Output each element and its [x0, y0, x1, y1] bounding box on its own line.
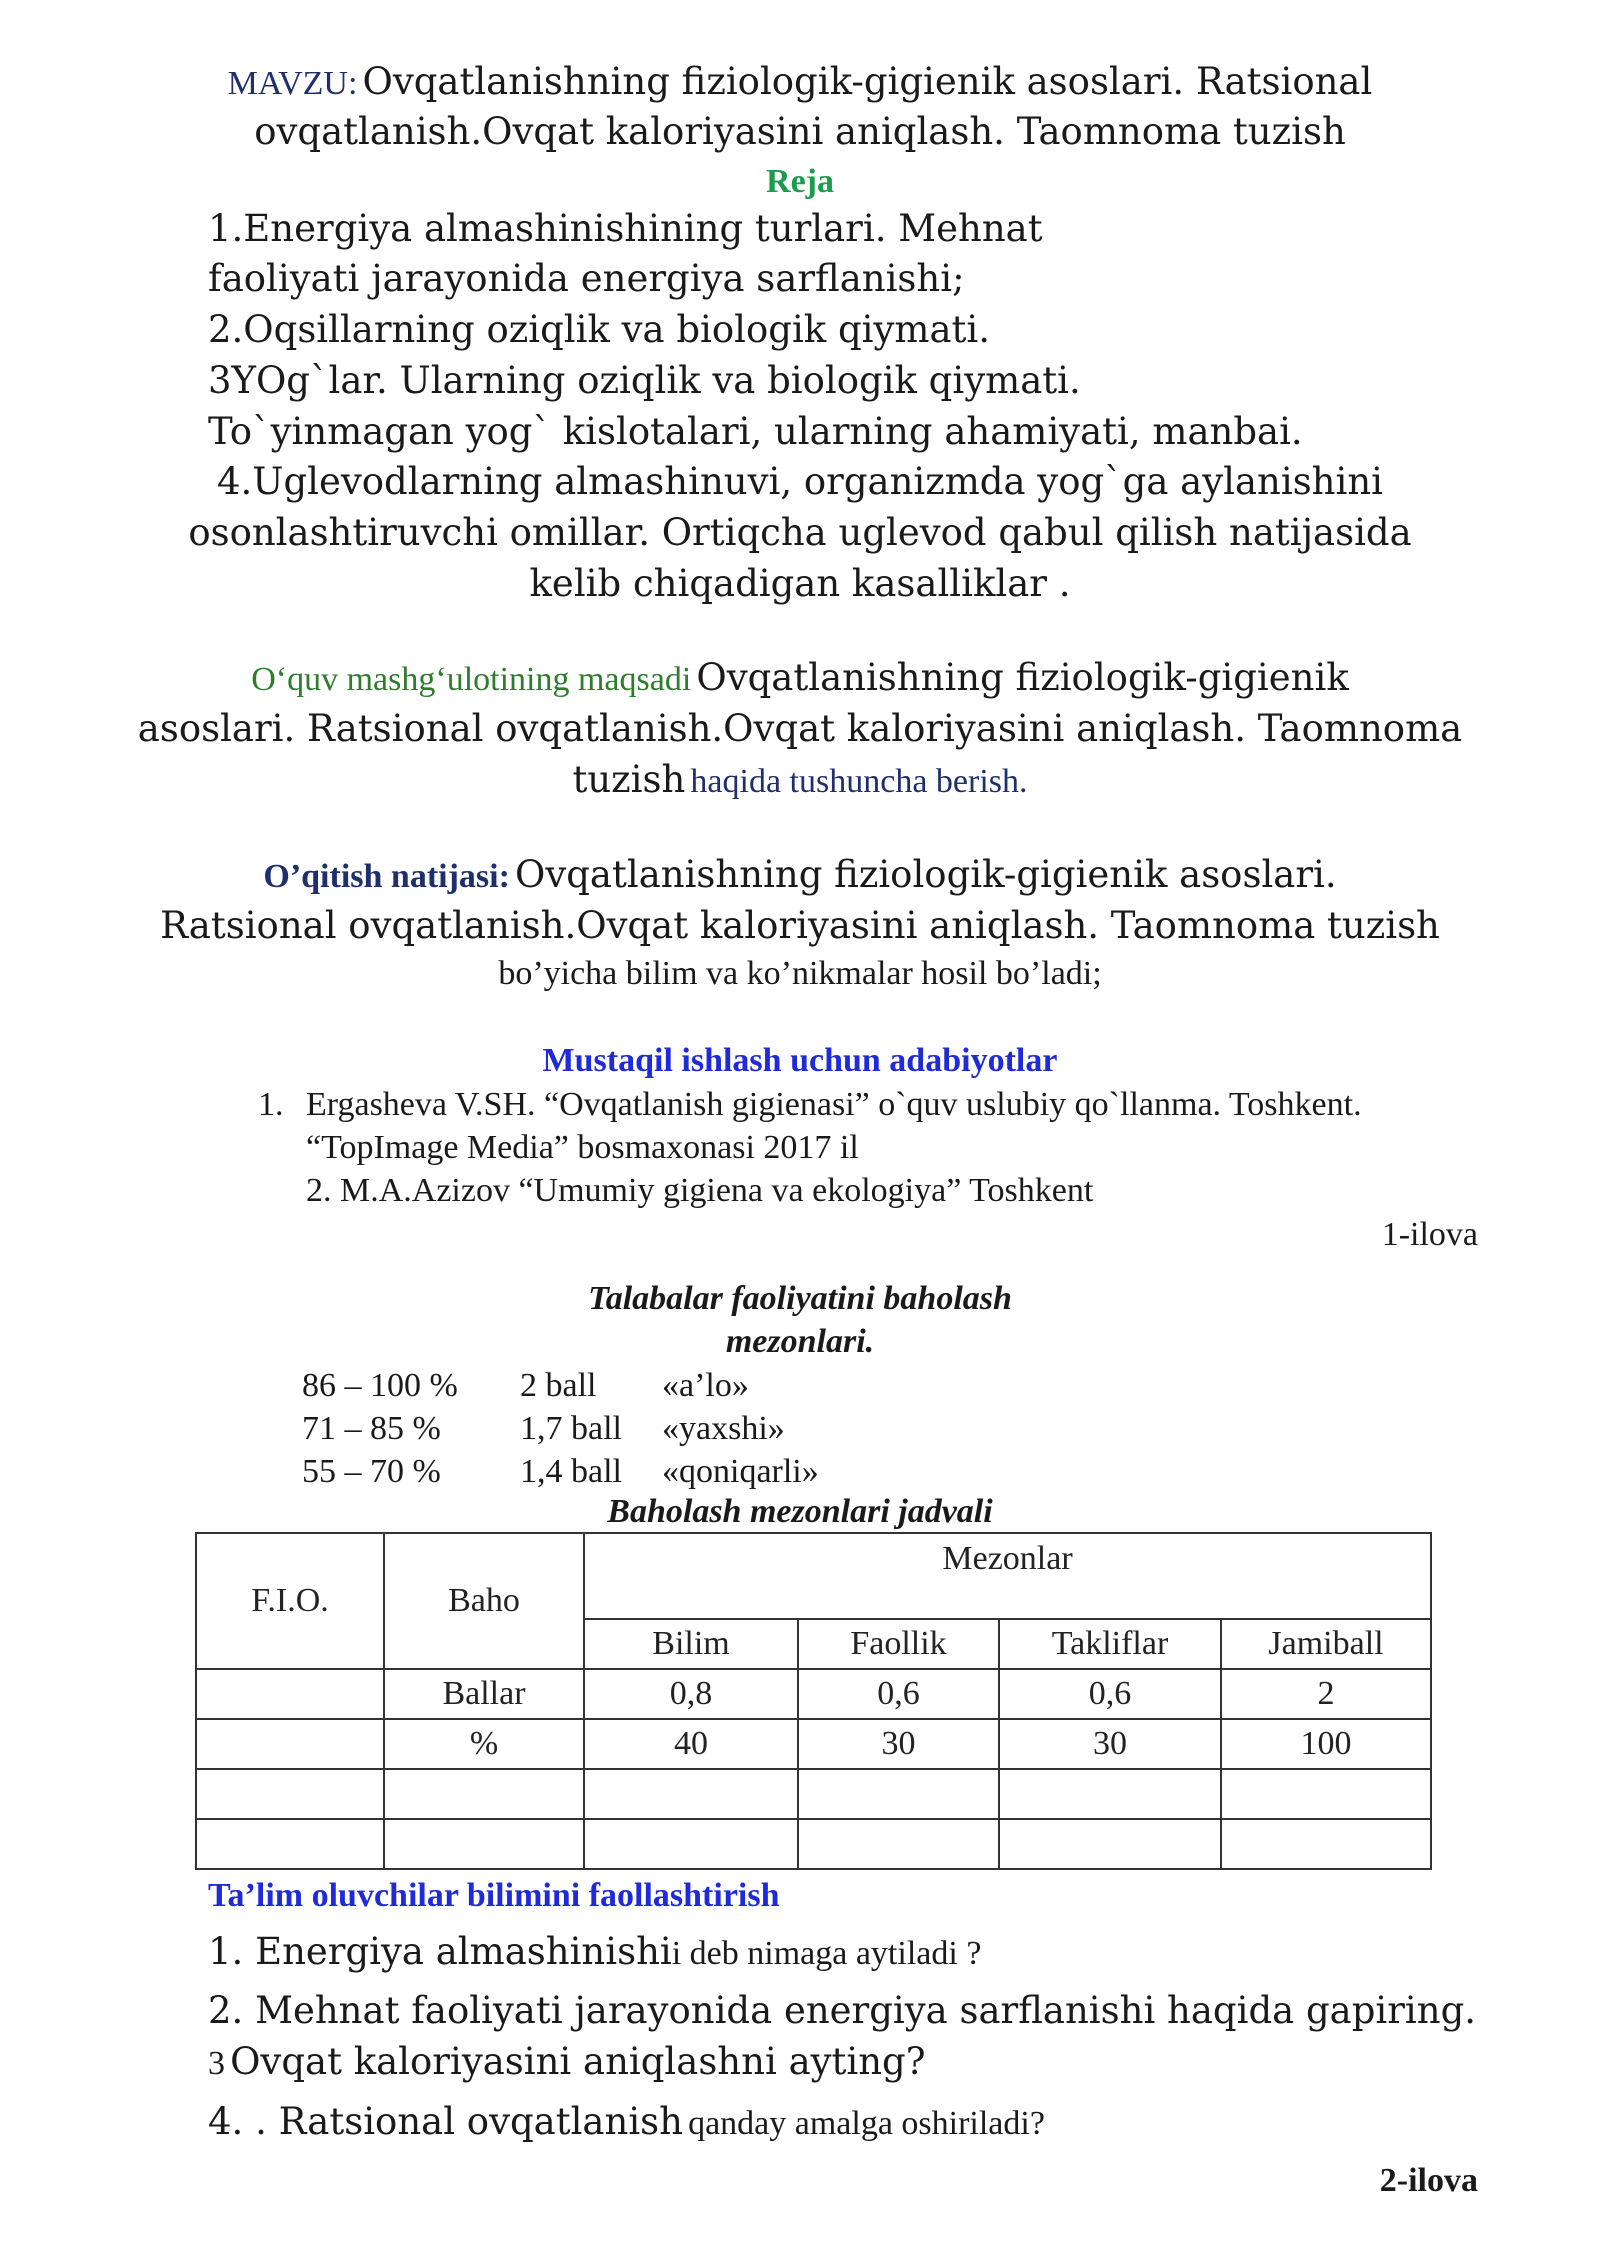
- table-cell: [1221, 1819, 1431, 1869]
- table-cell: [1221, 1769, 1431, 1819]
- table-row-percent: [196, 1719, 1431, 1769]
- table-row-empty: [196, 1819, 1431, 1869]
- topic-line-1: [0, 60, 1600, 103]
- plan-line-8: kelib chiqadigan kasalliklar .: [529, 562, 1071, 605]
- literature-item-1-line-1: Ergasheva V.SH. “Ovqatlanish gigienasi” o`quv uslubiy qo`llanma. Toshkent.: [306, 1086, 1362, 1123]
- activation-title: Ta’lim oluvchilar bilimini faollashtirish: [208, 1877, 780, 1914]
- outcome-line-3: bo’yicha bilim va ko’nikmalar hosil bo’ladi;: [498, 955, 1102, 992]
- criteria-ball-1: 2 ball: [520, 1367, 597, 1404]
- criteria-ball-3: 1,4 ball: [520, 1453, 622, 1490]
- goal-line-1: [0, 656, 1600, 699]
- question-4-main: 4. . Ratsional ovqatlanish: [208, 2100, 683, 2143]
- question-2: 2. Mehnat faoliyati jarayonida energiya sarflanishi haqida gapiring.: [208, 1989, 1477, 2032]
- outcome-label: O’qitish natijasi:: [263, 858, 510, 895]
- header-baho: Baho: [384, 1533, 584, 1669]
- criteria-grade-1: «a’lo»: [662, 1367, 749, 1404]
- table-cell: 40: [584, 1719, 798, 1769]
- topic-text-1: Ovqatlanishning fiziologik-gigienik asoslari. Ratsional: [362, 60, 1373, 103]
- criteria-ball-2: 1,7 ball: [520, 1410, 622, 1447]
- topic-label: MAVZU:: [227, 65, 358, 102]
- question-3-main: Ovqat kaloriyasini aniqlashni ayting?: [230, 2040, 926, 2083]
- plan-line-7: osonlashtiruvchi omillar. Ortiqcha uglevod qabul qilish natijasida: [188, 511, 1412, 554]
- goal-line-3: [0, 758, 1600, 801]
- table-cell: 2: [1221, 1669, 1431, 1719]
- header-jamiball: Jamiball: [1221, 1619, 1431, 1669]
- criteria-range-1: 86 – 100 %: [302, 1367, 458, 1404]
- table-cell: [584, 1819, 798, 1869]
- question-1: [208, 1930, 981, 1973]
- outcome-line-1: [0, 853, 1600, 896]
- table-cell: [584, 1769, 798, 1819]
- header-fio: F.I.O.: [196, 1533, 384, 1669]
- literature-item-2: 2. M.A.Azizov “Umumiy gigiena va ekologiya” Toshkent: [306, 1172, 1094, 1209]
- plan-line-2: faoliyati jarayonida energiya sarflanishi;: [208, 257, 965, 300]
- table-cell: 100: [1221, 1719, 1431, 1769]
- question-1-main: 1. Energiya almashinishi: [208, 1930, 672, 1973]
- table-cell: [196, 1769, 384, 1819]
- table-cell: 30: [798, 1719, 999, 1769]
- row-percent-label: %: [384, 1719, 584, 1769]
- literature-title: Mustaqil ishlash uchun adabiyotlar: [542, 1042, 1058, 1079]
- table-cell: 0,6: [999, 1669, 1221, 1719]
- table-title: Baholash mezonlari jadvali: [607, 1493, 993, 1530]
- criteria-title-line-1: Talabalar faoliyatini baholash: [588, 1280, 1012, 1317]
- table-row-empty: [196, 1769, 1431, 1819]
- goal-line-2: asoslari. Ratsional ovqatlanish.Ovqat kaloriyasini aniqlash. Taomnoma: [137, 707, 1463, 750]
- criteria-grade-2: «yaxshi»: [662, 1410, 785, 1447]
- goal-text-1: Ovqatlanishning fiziologik-gigienik: [696, 656, 1349, 699]
- table-cell: [798, 1769, 999, 1819]
- plan-title: Reja: [766, 163, 834, 200]
- plan-line-1: 1.Energiya almashinishining turlari. Mehnat: [208, 207, 1043, 250]
- goal-label: O‘quv mashg‘ulotining maqsadi: [251, 661, 692, 698]
- question-3-number: 3: [208, 2045, 225, 2082]
- table-cell: [196, 1719, 384, 1769]
- goal-text-3: tuzish: [572, 758, 686, 801]
- table-cell: [196, 1819, 384, 1869]
- header-faollik: Faollik: [798, 1619, 999, 1669]
- table-cell: [384, 1819, 584, 1869]
- row-ballar-label: Ballar: [384, 1669, 584, 1719]
- criteria-range-2: 71 – 85 %: [302, 1410, 441, 1447]
- table-cell: 0,8: [584, 1669, 798, 1719]
- literature-item-1-number: 1.: [258, 1086, 284, 1123]
- table-row-ballar: [196, 1669, 1431, 1719]
- plan-line-6: 4.Uglevodlarning almashinuvi, organizmda yog`ga aylanishini: [216, 460, 1384, 503]
- outcome-line-2: Ratsional ovqatlanish.Ovqat kaloriyasini aniqlash. Taomnoma tuzish: [160, 904, 1440, 947]
- table-cell: [999, 1769, 1221, 1819]
- table-cell: [999, 1819, 1221, 1869]
- criteria-range-3: 55 – 70 %: [302, 1453, 441, 1490]
- question-3: [208, 2040, 926, 2083]
- criteria-title-line-2: mezonlari.: [725, 1323, 875, 1360]
- topic-line-2: ovqatlanish.Ovqat kaloriyasini aniqlash. Taomnoma tuzish: [254, 110, 1346, 153]
- literature-item-1-line-2: “TopImage Media” bosmaxonasi 2017 il: [306, 1129, 859, 1166]
- plan-line-5: To`yinmagan yog` kislotalari, ularning ahamiyati, manbai.: [208, 410, 1303, 453]
- table-cell: 0,6: [798, 1669, 999, 1719]
- table-header-row-1: [196, 1533, 1431, 1619]
- header-takliflar: Takliflar: [999, 1619, 1221, 1669]
- table-cell: [196, 1669, 384, 1719]
- table-cell: 30: [999, 1719, 1221, 1769]
- table-cell: [384, 1769, 584, 1819]
- appendix-2-label: 2-ilova: [1379, 2162, 1478, 2199]
- goal-text-3-tail: haqida tushuncha berish.: [690, 763, 1028, 800]
- header-mezonlar: Mezonlar: [584, 1533, 1431, 1619]
- question-1-tail: i deb nimaga aytiladi ?: [671, 1935, 982, 1972]
- question-4-tail: qanday amalga oshiriladi?: [688, 2105, 1045, 2142]
- appendix-1-label: 1-ilova: [1381, 1216, 1478, 1253]
- outcome-text-1: Ovqatlanishning fiziologik-gigienik asoslari.: [515, 853, 1337, 896]
- table-cell: [798, 1819, 999, 1869]
- plan-line-4: 3YOg`lar. Ularning oziqlik va biologik qiymati.: [208, 359, 1081, 402]
- assessment-table: [195, 1532, 1432, 1870]
- plan-line-3: 2.Oqsillarning oziqlik va biologik qiymati.: [208, 308, 990, 351]
- criteria-grade-3: «qoniqarli»: [662, 1453, 819, 1490]
- header-bilim: Bilim: [584, 1619, 798, 1669]
- question-4: [208, 2100, 1045, 2143]
